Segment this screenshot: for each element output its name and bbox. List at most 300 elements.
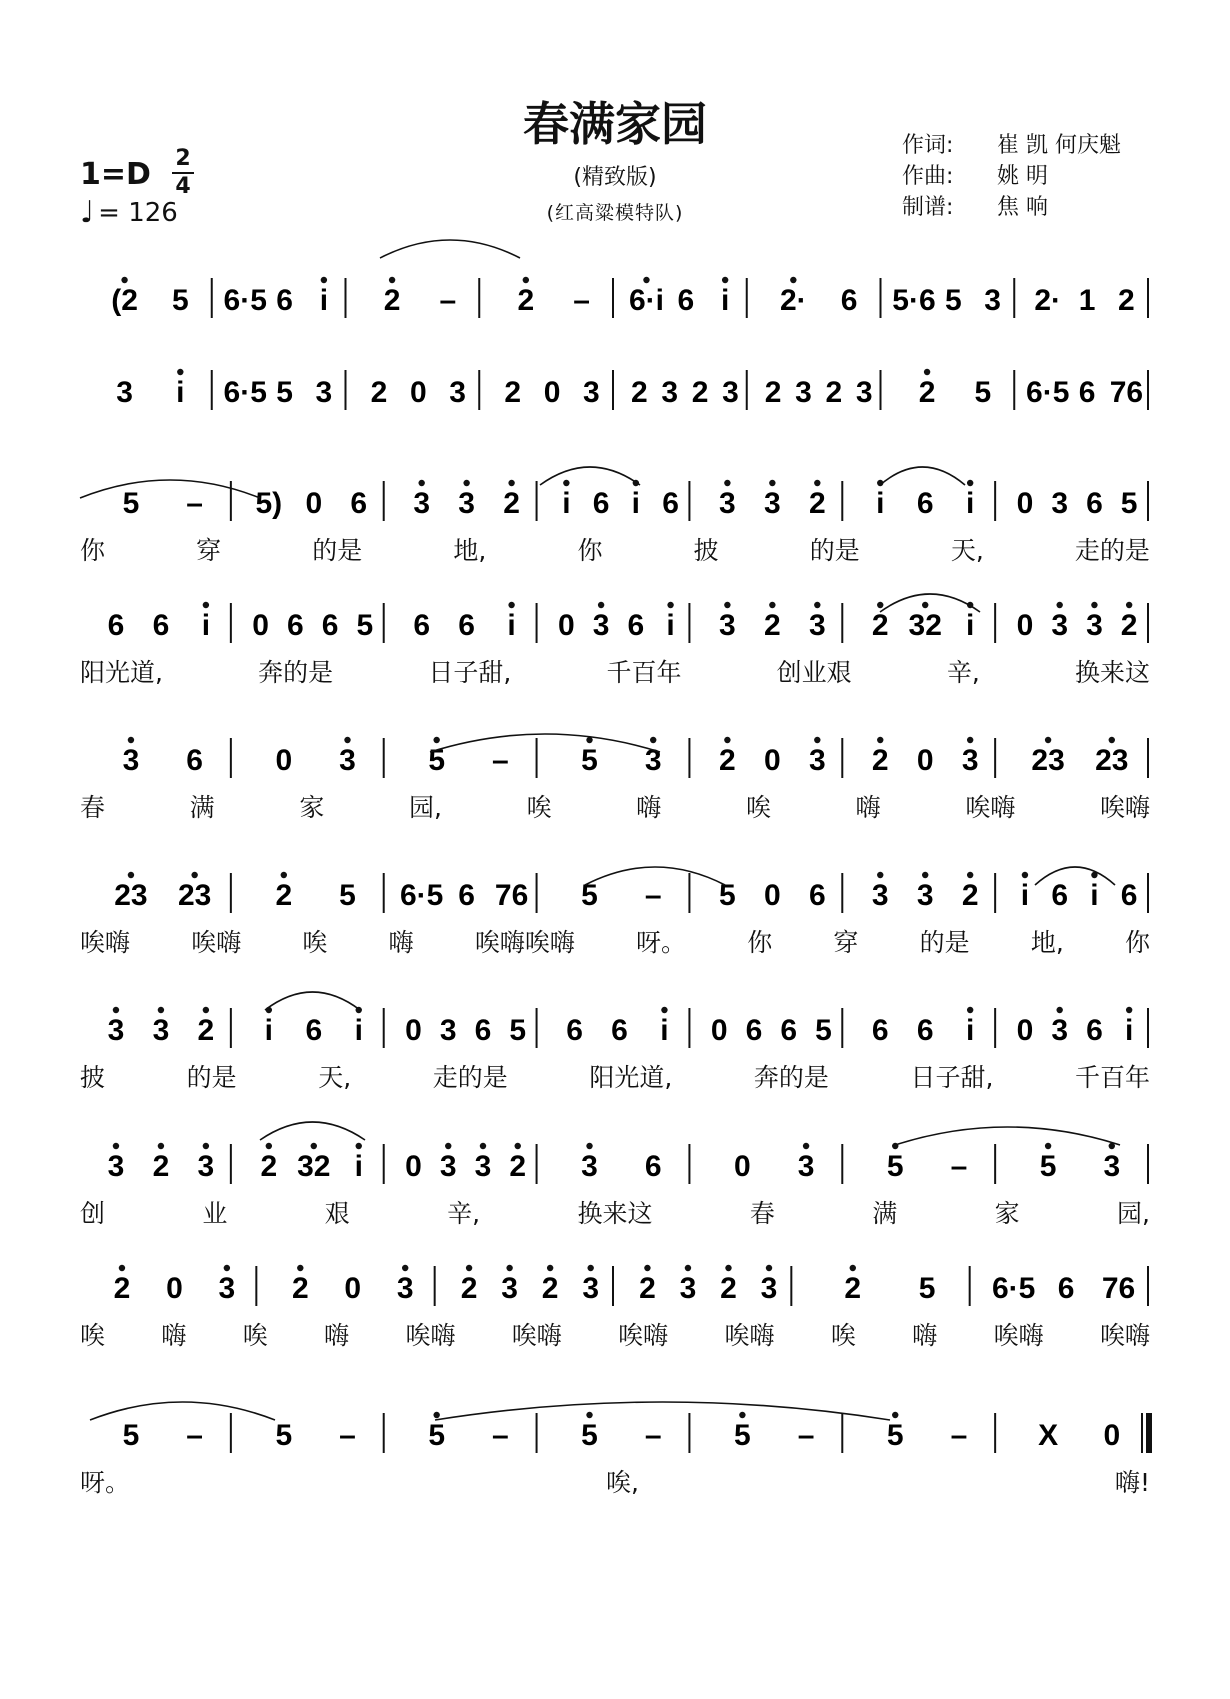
slur-arc — [435, 1402, 890, 1420]
lyric-word: 嗨! — [1114, 1468, 1150, 1497]
score-note: 3 — [719, 487, 736, 520]
score-note: 6·5 — [223, 284, 267, 317]
lyric-line — [80, 653, 1150, 689]
score-note: 6 — [780, 1014, 798, 1047]
score-note: – — [439, 284, 457, 317]
lyric-word: 换来这 — [1074, 658, 1150, 687]
score-note: i — [319, 284, 329, 317]
score-note: 5 — [339, 879, 356, 912]
score-note: 6 — [1120, 879, 1138, 912]
slur-arc — [895, 1127, 1120, 1145]
lyric-word: 你 — [747, 928, 773, 957]
lyric-line — [80, 1316, 1150, 1352]
score-note: 3 — [916, 879, 934, 912]
score-note: 3 — [661, 376, 679, 409]
octave-dot — [113, 1143, 119, 1149]
octave-dot — [515, 1143, 521, 1149]
score-note: 23 — [1095, 744, 1129, 777]
octave-dot — [506, 1265, 512, 1271]
score-note: 6 — [611, 1014, 628, 1047]
score-note: – — [950, 1419, 968, 1452]
time-signature: 2 4 — [172, 148, 194, 198]
lyric-word: 嗨 — [912, 1321, 938, 1350]
score-note: 0 — [710, 1014, 728, 1047]
score-note: 0 — [1103, 1419, 1121, 1452]
score-note: i — [1020, 879, 1030, 912]
score-note: 6 — [107, 609, 125, 642]
lyric-word: 走的是 — [432, 1063, 508, 1092]
score-note: 3 — [1086, 609, 1103, 642]
score-note: 2 — [639, 1272, 656, 1305]
score-note: i — [562, 487, 571, 520]
lyric-word: 的是 — [312, 536, 363, 565]
lyric-line — [80, 1194, 1150, 1230]
octave-dot — [1056, 1007, 1062, 1013]
score-note: 3 — [795, 376, 812, 409]
octave-dot — [766, 1265, 772, 1271]
score-note: 0 — [734, 1150, 751, 1183]
score-note: i — [354, 1150, 363, 1183]
score-note: 6 — [1051, 879, 1069, 912]
score-note: 32 — [908, 609, 942, 642]
score-note: 5 — [815, 1014, 832, 1047]
score-note: 5 — [886, 1150, 904, 1183]
score-note: 2 — [383, 284, 401, 317]
octave-dot — [814, 602, 820, 608]
lyric-word: 换来这 — [577, 1199, 653, 1228]
score-note: 5 — [356, 609, 374, 642]
lyric-word: 穿 — [833, 928, 859, 957]
score-note: 3 — [413, 487, 431, 520]
lyric-word: 辛, — [447, 1199, 481, 1228]
score-note: 2 — [509, 1150, 527, 1183]
lyric-word: 唉嗨 — [80, 928, 131, 957]
score-note: 5 — [974, 376, 992, 409]
score-note: – — [492, 744, 509, 777]
score-note: – — [186, 487, 203, 520]
score-note: 3 — [871, 879, 889, 912]
lyric-word: 奔的是 — [753, 1063, 829, 1092]
lyric-word: 你 — [80, 536, 106, 565]
score-note: 6 — [152, 609, 170, 642]
score-note: 6 — [644, 1150, 662, 1183]
lyric-word: 家 — [299, 793, 325, 822]
octave-dot — [1091, 602, 1097, 608]
score-note: 0 — [344, 1272, 362, 1305]
lyric-word: 唉嗨 — [993, 1321, 1044, 1350]
octave-dot — [445, 1143, 451, 1149]
score-note: 3 — [218, 1272, 236, 1305]
score-note: 6 — [413, 609, 431, 642]
score-note: 0 — [558, 609, 575, 642]
octave-dot — [1045, 737, 1051, 743]
octave-dot — [725, 1265, 731, 1271]
score-note: 6 — [305, 1014, 323, 1047]
score-note: (2 — [111, 284, 138, 317]
score-note: 3 — [501, 1272, 518, 1305]
octave-dot — [586, 1412, 592, 1418]
octave-dot — [924, 369, 930, 375]
score-note: 0 — [543, 376, 561, 409]
octave-dot — [1045, 1143, 1051, 1149]
score-note: 2 — [961, 879, 979, 912]
slur-arc — [260, 1122, 365, 1140]
score-note: 0 — [166, 1272, 183, 1305]
score-note: 2 — [503, 487, 520, 520]
lyric-word: 日子甜, — [428, 658, 512, 687]
octave-dot — [587, 1265, 593, 1271]
score-note: 3 — [855, 376, 873, 409]
score-note: 2 — [1118, 284, 1135, 317]
octave-dot — [281, 872, 287, 878]
score-note: 5 — [581, 744, 598, 777]
score-note: 2 — [291, 1272, 309, 1305]
lyric-line — [80, 788, 1150, 824]
score-note: 0 — [405, 1150, 422, 1183]
lyric-word: 唉 — [745, 793, 771, 822]
octave-dot — [644, 1265, 650, 1271]
slur-arc — [430, 734, 660, 752]
score-note: 3 — [644, 744, 662, 777]
lyric-word: 家 — [994, 1199, 1020, 1228]
score-note: 3 — [122, 744, 140, 777]
score-note: 2 — [260, 1150, 278, 1183]
score-note: 2 — [1120, 609, 1138, 642]
octave-dot — [650, 737, 656, 743]
lyric-word: 嗨 — [388, 928, 414, 957]
lyric-word: 唉 — [526, 793, 552, 822]
lyric-word: 业 — [202, 1199, 228, 1228]
score-note: i — [264, 1014, 273, 1047]
credit-composer: 作曲: 姚 明 — [902, 164, 1048, 189]
score-note: 2 — [764, 609, 781, 642]
octave-dot — [344, 737, 350, 743]
score-note: 6 — [916, 487, 934, 520]
octave-dot — [158, 1143, 164, 1149]
octave-dot — [480, 1143, 486, 1149]
octave-dot — [967, 737, 973, 743]
score-note: 2 — [871, 609, 889, 642]
score-note: 5 — [886, 1419, 904, 1452]
lyric-word: 的是 — [186, 1063, 237, 1092]
score-note: 3 — [396, 1272, 414, 1305]
octave-dot — [119, 1265, 125, 1271]
score-note: 3 — [581, 1150, 598, 1183]
octave-dot — [739, 1412, 745, 1418]
score-note: 2 — [720, 1272, 737, 1305]
octave-dot — [563, 480, 569, 486]
score-note: 5 — [1039, 1150, 1057, 1183]
score-note: 2 — [871, 744, 889, 777]
score-note: 6·5 — [400, 879, 444, 912]
score-note: 3 — [449, 376, 466, 409]
score-note: 6 — [1086, 487, 1103, 520]
score-note: 6 — [321, 609, 339, 642]
lyric-word: 嗨 — [324, 1321, 350, 1350]
score-note: 2 — [152, 1150, 170, 1183]
octave-dot — [224, 1265, 230, 1271]
score-note: 6 — [592, 487, 610, 520]
score-note: X — [1038, 1419, 1059, 1452]
score-note: i — [1090, 879, 1099, 912]
score-note: 6 — [916, 1014, 934, 1047]
octave-dot — [922, 872, 928, 878]
lyric-word: 嗨 — [855, 793, 881, 822]
octave-dot — [466, 1265, 472, 1271]
octave-dot — [598, 602, 604, 608]
lyric-word: 创业艰 — [776, 658, 852, 687]
score-note: 3 — [764, 487, 781, 520]
octave-dot — [661, 1007, 667, 1013]
octave-dot — [523, 277, 529, 283]
score-note: 3 — [339, 744, 356, 777]
octave-dot — [266, 1143, 272, 1149]
octave-dot — [1022, 872, 1028, 878]
octave-dot — [967, 872, 973, 878]
score-note: 2 — [719, 744, 736, 777]
score-note: 3 — [808, 744, 826, 777]
octave-dot — [643, 277, 649, 283]
octave-dot — [803, 1143, 809, 1149]
score-note: – — [644, 879, 662, 912]
score-note: 2 — [630, 376, 648, 409]
score-note: 5 — [276, 376, 293, 409]
score-note: 0 — [1016, 609, 1034, 642]
octave-dot — [389, 277, 395, 283]
score-note: 3 — [315, 376, 333, 409]
score-note: 3 — [474, 1150, 492, 1183]
score-note: 2 — [197, 1014, 215, 1047]
lyric-word: 唉嗨 — [618, 1321, 669, 1350]
octave-dot — [1056, 602, 1062, 608]
slur-arc — [90, 1402, 275, 1420]
score-note: 2 — [113, 1272, 131, 1305]
score-note: 5 — [1120, 487, 1138, 520]
lyric-word: 唉嗨 — [191, 928, 242, 957]
lyric-word: 唉嗨 — [1099, 1321, 1150, 1350]
score-note: – — [186, 1419, 203, 1452]
lyric-word: 呀。 — [80, 1468, 131, 1497]
score-note: 3 — [722, 376, 739, 409]
score-note: 6 — [1078, 376, 1096, 409]
score-note: 5 — [581, 879, 598, 912]
score-note: – — [950, 1150, 968, 1183]
score-note: 3 — [760, 1272, 778, 1305]
score-note: 0 — [916, 744, 934, 777]
score-note: 6 — [840, 284, 858, 317]
slur-arc — [540, 467, 640, 485]
score-note: 6 — [186, 744, 203, 777]
score-note: 6 — [566, 1014, 583, 1047]
octave-dot — [128, 872, 134, 878]
lyric-word: 走的是 — [1074, 536, 1150, 565]
octave-dot — [191, 872, 197, 878]
score-note: 2 — [504, 376, 522, 409]
score-note: 5 — [428, 744, 446, 777]
octave-dot — [722, 277, 728, 283]
score-note: 0 — [275, 744, 293, 777]
score-note: 6·5 — [1026, 376, 1070, 409]
credit-lyricist: 作词: 崔 凯 何庆魁 — [902, 133, 1121, 158]
score-note: 1 — [1078, 284, 1096, 317]
score-note: 6 — [1086, 1014, 1103, 1047]
score-note: 2 — [825, 376, 843, 409]
tempo-marking: ♩ = 126 — [80, 195, 178, 230]
score-note: 3 — [582, 1272, 600, 1305]
score-note: i — [631, 487, 641, 520]
slur-arc — [380, 240, 520, 258]
octave-dot — [508, 480, 514, 486]
score-note: 5) — [255, 487, 283, 520]
lyric-word: 地, — [1030, 928, 1064, 957]
quarter-note-icon: ♩ — [80, 195, 95, 230]
lyric-word: 唉嗨 — [405, 1321, 456, 1350]
score-note: 2 — [275, 879, 293, 912]
score-note: i — [666, 609, 675, 642]
score-note: 23 — [114, 879, 148, 912]
lyric-word: 唉嗨 — [1099, 793, 1150, 822]
lyric-line — [80, 1058, 1150, 1094]
octave-dot — [297, 1265, 303, 1271]
score-note: 3 — [152, 1014, 170, 1047]
score-note: i — [354, 1014, 363, 1047]
score-note: 3 — [1103, 1150, 1121, 1183]
score-note: 0 — [1016, 487, 1034, 520]
score-note: 2 — [541, 1272, 559, 1305]
score-note: 76 — [494, 879, 529, 912]
lyric-word: 唉 — [80, 1321, 106, 1350]
lyric-word: 园, — [409, 793, 442, 822]
score-note: 6·i — [628, 284, 664, 317]
octave-dot — [724, 737, 730, 743]
octave-dot — [418, 480, 424, 486]
score-note: 23 — [177, 879, 212, 912]
score-note: 2· — [1034, 284, 1062, 317]
lyric-word: 披 — [693, 536, 719, 565]
score-note: i — [176, 376, 185, 409]
score-note: 5·6 — [892, 284, 936, 317]
score-note: 3 — [116, 376, 133, 409]
octave-dot — [922, 602, 928, 608]
octave-dot — [724, 602, 730, 608]
octave-dot — [311, 1143, 317, 1149]
lyric-word: 嗨 — [161, 1321, 187, 1350]
score-note: 2 — [764, 376, 782, 409]
score-note: – — [644, 1419, 662, 1452]
score-note: 5 — [944, 284, 962, 317]
lyric-word: 的是 — [809, 536, 860, 565]
octave-dot — [158, 1007, 164, 1013]
lyric-word: 满 — [872, 1199, 898, 1228]
octave-dot — [586, 1143, 592, 1149]
score-note: 3 — [439, 1014, 457, 1047]
lyric-line — [80, 531, 1150, 567]
score-note: 3 — [984, 284, 1001, 317]
octave-dot — [203, 1007, 209, 1013]
song-subtitle: (精致版) — [573, 165, 657, 190]
lyric-word: 创 — [80, 1199, 106, 1228]
lyric-word: 辛, — [946, 658, 980, 687]
lyric-word: 艰 — [324, 1199, 350, 1228]
lyric-word: 阳光道, — [80, 658, 163, 687]
lyric-word: 千百年 — [1074, 1063, 1150, 1092]
score-note: 6 — [458, 879, 475, 912]
octave-dot — [508, 602, 514, 608]
lyric-word: 阳光道, — [589, 1063, 673, 1092]
credit-transcriber: 制谱: 焦 响 — [902, 195, 1048, 220]
score-note: 5 — [719, 879, 736, 912]
lyric-word: 奔的是 — [258, 658, 334, 687]
octave-dot — [769, 602, 775, 608]
lyric-word: 天, — [318, 1063, 352, 1092]
octave-dot — [724, 480, 730, 486]
score-note: – — [573, 284, 590, 317]
lyric-word: 满 — [189, 793, 215, 822]
octave-dot — [113, 1007, 119, 1013]
score-note: i — [720, 284, 730, 317]
octave-dot — [667, 602, 673, 608]
lyric-word: 嗨 — [636, 793, 662, 822]
score-note: 6 — [287, 609, 304, 642]
octave-dot — [463, 480, 469, 486]
score-note: 6 — [276, 284, 293, 317]
score-note: 76 — [1101, 1272, 1136, 1305]
performer-note: (红高粱模特队) — [546, 202, 684, 224]
key-signature: 1=D — [80, 157, 151, 192]
score-note: 0 — [409, 376, 427, 409]
lyric-word: 春 — [80, 793, 106, 822]
score-note: 3 — [1051, 487, 1069, 520]
score-note: i — [965, 609, 975, 642]
lyric-word: 你 — [1124, 928, 1150, 957]
score-note: 5 — [581, 1419, 598, 1452]
score-note: 3 — [808, 609, 826, 642]
octave-dot — [877, 737, 883, 743]
score-note: – — [492, 1419, 509, 1452]
score-note: i — [660, 1014, 669, 1047]
score-note: 32 — [297, 1150, 331, 1183]
score-note: 5 — [171, 284, 189, 317]
octave-dot — [685, 1265, 691, 1271]
octave-dot — [814, 480, 820, 486]
lyric-word: 的是 — [919, 928, 970, 957]
score-note: 3 — [1051, 609, 1069, 642]
lyric-word: 呀。 — [636, 928, 687, 957]
octave-dot — [177, 369, 183, 375]
score-note: 2 — [460, 1272, 478, 1305]
score-note: 0 — [405, 1014, 422, 1047]
score-note: 6 — [871, 1014, 889, 1047]
score-note: 5 — [918, 1272, 936, 1305]
octave-dot — [402, 1265, 408, 1271]
score-note: 0 — [764, 879, 781, 912]
score-note: – — [339, 1419, 356, 1452]
octave-dot — [850, 1265, 856, 1271]
score-note: i — [965, 1014, 975, 1047]
octave-dot — [790, 277, 796, 283]
lyric-word: 唉, — [606, 1468, 639, 1497]
score-note: 0 — [1016, 1014, 1034, 1047]
score-note: 0 — [305, 487, 323, 520]
lyric-word: 唉嗨 — [724, 1321, 775, 1350]
score-note: 5 — [428, 1419, 446, 1452]
score-note: i — [1124, 1014, 1134, 1047]
octave-dot — [203, 602, 209, 608]
score-note: i — [965, 487, 975, 520]
lyric-word: 天, — [950, 536, 984, 565]
lyric-word: 穿 — [196, 536, 222, 565]
lyric-word: 唉 — [302, 928, 328, 957]
